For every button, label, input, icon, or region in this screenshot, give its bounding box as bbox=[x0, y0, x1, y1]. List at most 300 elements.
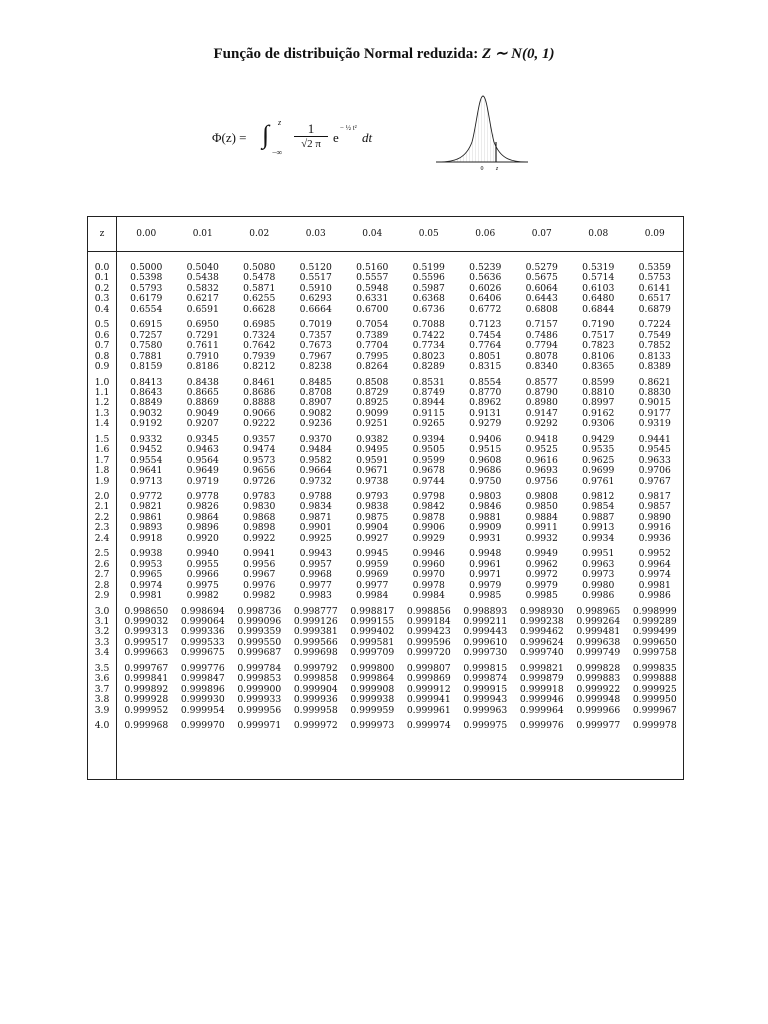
table-cell: 0.9985 bbox=[469, 590, 502, 602]
table-cell: 0.9963 bbox=[582, 558, 615, 570]
table-cell: 0.9345 bbox=[186, 433, 219, 445]
table-cell: 0.5199 bbox=[412, 262, 445, 273]
table-cell: 0.9901 bbox=[299, 522, 332, 534]
table-cell: 0.5596 bbox=[412, 272, 445, 284]
table-cell: 0.9904 bbox=[356, 522, 389, 534]
table-cell: 0.6443 bbox=[525, 293, 558, 305]
normal-curve-figure bbox=[436, 90, 528, 174]
table-cell: 0.9545 bbox=[638, 444, 671, 456]
table-cell: 0.8686 bbox=[243, 386, 276, 398]
table-cell: 0.8849 bbox=[130, 397, 163, 409]
table-cell: 0.5120 bbox=[299, 262, 332, 273]
table-cell: 0.9049 bbox=[186, 407, 219, 419]
table-cell: 0.7549 bbox=[638, 329, 671, 341]
table-cell: 0.999896 bbox=[180, 683, 225, 695]
table-cell: 0.9875 bbox=[356, 511, 389, 523]
table-cell: 0.9982 bbox=[186, 590, 219, 602]
table-cell: 0.998999 bbox=[632, 605, 677, 617]
table-cell: 0.9893 bbox=[130, 522, 163, 534]
table-cell: 0.9887 bbox=[582, 511, 615, 523]
cdf-formula bbox=[212, 118, 372, 164]
table-cell: 0.9525 bbox=[525, 444, 558, 456]
table-cell: 0.999402 bbox=[350, 626, 395, 638]
table-cell: 0.999550 bbox=[237, 636, 282, 648]
table-cell: 0.9616 bbox=[525, 454, 558, 466]
table-cell: 0.9778 bbox=[186, 491, 219, 502]
table-cell: 0.9319 bbox=[638, 418, 671, 430]
table-cell: 0.8962 bbox=[469, 397, 502, 409]
row-z-value: 2.7 bbox=[94, 569, 110, 581]
table-cell: 0.9719 bbox=[186, 475, 219, 487]
table-cell: 0.999956 bbox=[237, 704, 282, 716]
row-z-value: 0.9 bbox=[94, 361, 110, 373]
table-cell: 0.9842 bbox=[412, 501, 445, 513]
table-cell: 0.5000 bbox=[130, 262, 163, 273]
table-cell: 0.999064 bbox=[180, 615, 225, 627]
table-cell: 0.9871 bbox=[299, 511, 332, 523]
corner-label: z bbox=[99, 229, 105, 239]
table-cell: 0.6103 bbox=[582, 282, 615, 294]
table-cell: 0.8508 bbox=[356, 376, 389, 388]
table-cell: 0.9783 bbox=[243, 491, 276, 502]
table-cell: 0.9207 bbox=[186, 418, 219, 430]
table-cell: 0.999675 bbox=[180, 647, 225, 659]
table-cell: 0.7642 bbox=[243, 340, 276, 352]
table-cell: 0.9591 bbox=[356, 454, 389, 466]
table-cell: 0.999974 bbox=[406, 720, 451, 731]
table-cell: 0.7088 bbox=[412, 319, 445, 331]
formula-lhs: Φ(z) = bbox=[212, 130, 247, 145]
table-cell: 0.999610 bbox=[463, 636, 508, 648]
table-cell: 0.999869 bbox=[406, 673, 451, 685]
table-cell: 0.6141 bbox=[638, 282, 671, 294]
table-cell: 0.998694 bbox=[180, 605, 225, 617]
table-cell: 0.9463 bbox=[186, 444, 219, 456]
table-cell: 0.8051 bbox=[469, 350, 502, 362]
table-cell: 0.9967 bbox=[243, 569, 276, 581]
table-cell: 0.9985 bbox=[525, 590, 558, 602]
normal-table bbox=[87, 216, 684, 780]
table-cell: 0.7995 bbox=[356, 350, 389, 362]
table-cell: 0.999853 bbox=[237, 673, 282, 685]
table-cell: 0.9830 bbox=[243, 501, 276, 513]
table-cell: 0.998965 bbox=[576, 605, 621, 617]
table-cell: 0.8023 bbox=[412, 350, 445, 362]
table-cell: 0.9938 bbox=[130, 548, 163, 560]
table-cell: 0.7734 bbox=[412, 340, 445, 352]
table-cell: 0.9484 bbox=[299, 444, 332, 456]
table-cell: 0.999967 bbox=[632, 704, 677, 716]
table-cell: 0.9960 bbox=[412, 558, 445, 570]
table-cell: 0.7611 bbox=[186, 340, 219, 352]
row-z-value: 2.3 bbox=[94, 522, 110, 534]
table-cell: 0.5987 bbox=[412, 282, 445, 294]
table-cell: 0.999930 bbox=[180, 694, 225, 706]
table-cell: 0.9984 bbox=[412, 590, 445, 602]
row-z-value: 0.7 bbox=[94, 340, 110, 352]
table-cell: 0.999841 bbox=[124, 673, 169, 685]
table-cell: 0.999943 bbox=[463, 694, 508, 706]
table-cell: 0.999596 bbox=[406, 636, 451, 648]
table-cell: 0.999959 bbox=[350, 704, 395, 716]
table-cell: 0.999155 bbox=[350, 615, 395, 627]
table-cell: 0.7291 bbox=[186, 329, 219, 341]
table-cell: 0.7823 bbox=[582, 340, 615, 352]
table-cell: 0.9854 bbox=[582, 501, 615, 513]
table-cell: 0.8888 bbox=[243, 397, 276, 409]
table-cell: 0.9162 bbox=[582, 407, 615, 419]
table-cell: 0.9641 bbox=[130, 465, 163, 477]
table-cell: 0.999925 bbox=[632, 683, 677, 695]
row-z-value: 1.8 bbox=[94, 465, 110, 477]
table-cell: 0.9382 bbox=[356, 433, 389, 445]
table-cell: 0.9952 bbox=[638, 548, 671, 560]
table-cell: 0.9961 bbox=[469, 558, 502, 570]
table-cell: 0.9032 bbox=[130, 407, 163, 419]
table-cell: 0.5438 bbox=[186, 272, 219, 284]
table-cell: 0.999973 bbox=[350, 720, 395, 731]
table-cell: 0.9756 bbox=[525, 475, 558, 487]
table-cell: 0.9981 bbox=[130, 590, 163, 602]
table-cell: 0.9964 bbox=[638, 558, 671, 570]
table-cell: 0.999740 bbox=[519, 647, 564, 659]
table-cell: 0.9332 bbox=[130, 433, 163, 445]
formula-differential: dt bbox=[362, 130, 373, 145]
table-cell: 0.9850 bbox=[525, 501, 558, 513]
table-cell: 0.9979 bbox=[469, 579, 502, 591]
table-cell: 0.6628 bbox=[243, 303, 276, 315]
table-cell: 0.999792 bbox=[293, 662, 338, 674]
table-cell: 0.5714 bbox=[582, 272, 615, 284]
table-cell: 0.998856 bbox=[406, 605, 451, 617]
table-cell: 0.8790 bbox=[525, 386, 558, 398]
table-cell: 0.5636 bbox=[469, 272, 502, 284]
table-cell: 0.7881 bbox=[130, 350, 163, 362]
table-cell: 0.999954 bbox=[180, 704, 225, 716]
table-cell: 0.9495 bbox=[356, 444, 389, 456]
title-text: Função de distribuição Normal reduzida: bbox=[213, 46, 479, 62]
table-cell: 0.9418 bbox=[525, 433, 558, 445]
table-cell: 0.999211 bbox=[463, 615, 508, 627]
table-cell: 0.8621 bbox=[638, 376, 671, 388]
row-z-value: 1.4 bbox=[94, 418, 110, 430]
table-cell: 0.7422 bbox=[412, 329, 445, 341]
table-cell: 0.999264 bbox=[576, 615, 621, 627]
table-cell: 0.9977 bbox=[299, 579, 332, 591]
table-cell: 0.9986 bbox=[582, 590, 615, 602]
table-cell: 0.9656 bbox=[243, 465, 276, 477]
table-cell: 0.999663 bbox=[124, 647, 169, 659]
table-cell: 0.999972 bbox=[293, 720, 338, 731]
table-cell: 0.999443 bbox=[463, 626, 508, 638]
table-cell: 0.5557 bbox=[356, 272, 389, 284]
table-cell: 0.9955 bbox=[186, 558, 219, 570]
table-cell: 0.998736 bbox=[237, 605, 282, 617]
table-cell: 0.9916 bbox=[638, 522, 671, 534]
table-cell: 0.9633 bbox=[638, 454, 671, 466]
table-cell: 0.9957 bbox=[299, 558, 332, 570]
table-cell: 0.999776 bbox=[180, 662, 225, 674]
table-cell: 0.999922 bbox=[576, 683, 621, 695]
table-cell: 0.9857 bbox=[638, 501, 671, 513]
table-cell: 0.9925 bbox=[299, 532, 332, 544]
table-cell: 0.9686 bbox=[469, 465, 502, 477]
table-cell: 0.9726 bbox=[243, 475, 276, 487]
table-cell: 0.9980 bbox=[582, 579, 615, 591]
table-cell: 0.999950 bbox=[632, 694, 677, 706]
table-cell: 0.8340 bbox=[525, 361, 558, 373]
table-cell: 0.9772 bbox=[130, 491, 163, 502]
table-cell: 0.9861 bbox=[130, 511, 163, 523]
table-cell: 0.6255 bbox=[243, 293, 276, 305]
table-cell: 0.5948 bbox=[356, 282, 389, 294]
table-cell: 0.999892 bbox=[124, 683, 169, 695]
row-z-value: 4.0 bbox=[94, 720, 110, 731]
table-cell: 0.6179 bbox=[130, 293, 163, 305]
table-cell: 0.9909 bbox=[469, 522, 502, 534]
table-cell: 0.999767 bbox=[124, 662, 169, 674]
table-cell: 0.5040 bbox=[186, 262, 219, 273]
table-cell: 0.999936 bbox=[293, 694, 338, 706]
table-cell: 0.999533 bbox=[180, 636, 225, 648]
table-cell: 0.5517 bbox=[299, 272, 332, 284]
fraction-denominator: √2 π bbox=[301, 138, 321, 150]
table-cell: 0.8159 bbox=[130, 361, 163, 373]
table-cell: 0.7704 bbox=[356, 340, 389, 352]
table-cell: 0.999807 bbox=[406, 662, 451, 674]
row-z-value: 2.8 bbox=[94, 579, 110, 591]
table-cell: 0.9573 bbox=[243, 454, 276, 466]
table-cell: 0.9066 bbox=[243, 407, 276, 419]
table-cell: 0.9971 bbox=[469, 569, 502, 581]
table-cell: 0.6736 bbox=[412, 303, 445, 315]
table-cell: 0.8238 bbox=[299, 361, 332, 373]
table-cell: 0.9515 bbox=[469, 444, 502, 456]
table-cell: 0.7454 bbox=[469, 329, 502, 341]
column-header: 0.00 bbox=[136, 229, 157, 239]
table-cell: 0.9564 bbox=[186, 454, 219, 466]
table-cell: 0.6064 bbox=[525, 282, 558, 294]
table-cell: 0.999517 bbox=[124, 636, 169, 648]
table-cell: 0.999423 bbox=[406, 626, 451, 638]
table-cell: 0.999879 bbox=[519, 673, 564, 685]
table-cell: 0.9222 bbox=[243, 418, 276, 430]
formula-exponent: − ½ t² bbox=[340, 124, 357, 132]
table-cell: 0.9015 bbox=[638, 397, 671, 409]
table-cell: 0.8133 bbox=[638, 350, 671, 362]
table-cell: 0.8997 bbox=[582, 397, 615, 409]
table-cell: 0.5239 bbox=[469, 262, 502, 273]
table-cell: 0.999126 bbox=[293, 615, 338, 627]
table-cell: 0.6293 bbox=[299, 293, 332, 305]
table-cell: 0.999499 bbox=[632, 626, 677, 638]
table-cell: 0.999481 bbox=[576, 626, 621, 638]
row-z-value: 0.8 bbox=[94, 350, 110, 362]
column-header: 0.04 bbox=[362, 229, 383, 239]
table-cell: 0.9984 bbox=[356, 590, 389, 602]
table-cell: 0.9474 bbox=[243, 444, 276, 456]
table-cell: 0.8078 bbox=[525, 350, 558, 362]
table-cell: 0.8810 bbox=[582, 386, 615, 398]
table-cell: 0.9978 bbox=[412, 579, 445, 591]
row-z-value: 1.7 bbox=[94, 454, 110, 466]
table-cell: 0.9920 bbox=[186, 532, 219, 544]
row-z-value: 3.3 bbox=[94, 636, 110, 648]
table-cell: 0.998817 bbox=[350, 605, 395, 617]
row-z-value: 3.5 bbox=[94, 662, 110, 674]
table-cell: 0.9941 bbox=[243, 548, 276, 560]
table-cell: 0.999650 bbox=[632, 636, 677, 648]
table-cell: 0.8289 bbox=[412, 361, 445, 373]
table-cell: 0.9750 bbox=[469, 475, 502, 487]
table-cell: 0.9406 bbox=[469, 433, 502, 445]
table-cell: 0.7257 bbox=[130, 329, 163, 341]
column-header: 0.07 bbox=[531, 229, 552, 239]
table-cell: 0.9279 bbox=[469, 418, 502, 430]
formula-exponential: e bbox=[333, 130, 339, 145]
table-cell: 0.6844 bbox=[582, 303, 615, 315]
row-z-value: 0.6 bbox=[94, 329, 110, 341]
table-cell: 0.9664 bbox=[299, 465, 332, 477]
table-cell: 0.9678 bbox=[412, 465, 445, 477]
table-cell: 0.999184 bbox=[406, 615, 451, 627]
column-header: 0.08 bbox=[588, 229, 609, 239]
title-distribution: Z ∼ N(0, 1) bbox=[481, 46, 555, 62]
table-cell: 0.8869 bbox=[186, 397, 219, 409]
table-cell: 0.8264 bbox=[356, 361, 389, 373]
column-header: 0.06 bbox=[475, 229, 496, 239]
table-cell: 0.999864 bbox=[350, 673, 395, 685]
table-cell: 0.9177 bbox=[638, 407, 671, 419]
table-cell: 0.9713 bbox=[130, 475, 163, 487]
table-cell: 0.5871 bbox=[243, 282, 276, 294]
row-z-value: 3.8 bbox=[94, 694, 110, 706]
table-cell: 0.999359 bbox=[237, 626, 282, 638]
table-cell: 0.999946 bbox=[519, 694, 564, 706]
table-cell: 0.9986 bbox=[638, 590, 671, 602]
table-cell: 0.7517 bbox=[582, 329, 615, 341]
table-cell: 0.9931 bbox=[469, 532, 502, 544]
integral-lower-limit: −∞ bbox=[272, 148, 283, 157]
table-cell: 0.999966 bbox=[576, 704, 621, 716]
table-cell: 0.999638 bbox=[576, 636, 621, 648]
table-cell: 0.999709 bbox=[350, 647, 395, 659]
table-cell: 0.6368 bbox=[412, 293, 445, 305]
table-cell: 0.5359 bbox=[638, 262, 671, 273]
table-cell: 0.7190 bbox=[582, 319, 615, 331]
table-cell: 0.9599 bbox=[412, 454, 445, 466]
row-z-value: 0.4 bbox=[94, 303, 110, 315]
table-cell: 0.9357 bbox=[243, 433, 276, 445]
column-header: 0.05 bbox=[418, 229, 439, 239]
table-cell: 0.7157 bbox=[525, 319, 558, 331]
table-cell: 0.999698 bbox=[293, 647, 338, 659]
header-divider bbox=[88, 251, 683, 252]
row-z-value: 0.0 bbox=[94, 262, 110, 273]
table-cell: 0.9913 bbox=[582, 522, 615, 534]
table-cell: 0.5319 bbox=[582, 262, 615, 273]
table-cell: 0.8830 bbox=[638, 386, 671, 398]
table-cell: 0.9625 bbox=[582, 454, 615, 466]
table-cell: 0.998777 bbox=[293, 605, 338, 617]
table-cell: 0.6591 bbox=[186, 303, 219, 315]
table-cell: 0.7580 bbox=[130, 340, 163, 352]
table-cell: 0.9974 bbox=[638, 569, 671, 581]
table-cell: 0.7123 bbox=[469, 319, 502, 331]
table-cell: 0.9834 bbox=[299, 501, 332, 513]
row-z-value: 1.5 bbox=[94, 433, 110, 445]
row-z-value: 3.0 bbox=[94, 605, 110, 617]
table-cell: 0.9966 bbox=[186, 569, 219, 581]
table-cell: 0.9951 bbox=[582, 548, 615, 560]
table-cell: 0.9975 bbox=[186, 579, 219, 591]
table-cell: 0.9948 bbox=[469, 548, 502, 560]
table-cell: 0.9945 bbox=[356, 548, 389, 560]
table-cell: 0.6664 bbox=[299, 303, 332, 315]
table-cell: 0.9808 bbox=[525, 491, 558, 502]
table-cell: 0.999900 bbox=[237, 683, 282, 695]
row-z-value: 2.9 bbox=[94, 590, 110, 602]
table-cell: 0.7486 bbox=[525, 329, 558, 341]
row-z-value: 1.6 bbox=[94, 444, 110, 456]
table-cell: 0.9767 bbox=[638, 475, 671, 487]
table-cell: 0.8907 bbox=[299, 397, 332, 409]
table-cell: 0.9251 bbox=[356, 418, 389, 430]
table-cell: 0.9959 bbox=[356, 558, 389, 570]
table-cell: 0.8413 bbox=[130, 376, 163, 388]
table-cell: 0.9949 bbox=[525, 548, 558, 560]
table-cell: 0.5398 bbox=[130, 272, 163, 284]
table-cell: 0.5080 bbox=[243, 262, 276, 273]
table-cell: 0.999977 bbox=[576, 720, 621, 731]
table-cell: 0.9962 bbox=[525, 558, 558, 570]
table-cell: 0.9864 bbox=[186, 511, 219, 523]
table-cell: 0.999915 bbox=[463, 683, 508, 695]
table-cell: 0.6517 bbox=[638, 293, 671, 305]
table-cell: 0.8980 bbox=[525, 397, 558, 409]
table-cell: 0.8577 bbox=[525, 376, 558, 388]
table-cell: 0.7224 bbox=[638, 319, 671, 331]
table-cell: 0.9236 bbox=[299, 418, 332, 430]
table-cell: 0.999313 bbox=[124, 626, 169, 638]
row-z-value: 2.0 bbox=[94, 491, 110, 502]
table-cell: 0.9535 bbox=[582, 444, 615, 456]
table-cell: 0.9974 bbox=[130, 579, 163, 591]
table-cell: 0.9940 bbox=[186, 548, 219, 560]
row-z-value: 1.2 bbox=[94, 397, 110, 409]
table-cell: 0.9803 bbox=[469, 491, 502, 502]
row-z-value: 1.0 bbox=[94, 376, 110, 388]
table-cell: 0.8944 bbox=[412, 397, 445, 409]
row-z-value: 3.2 bbox=[94, 626, 110, 638]
row-z-value: 3.9 bbox=[94, 704, 110, 716]
table-cell: 0.999970 bbox=[180, 720, 225, 731]
integral-sign: ∫ bbox=[262, 120, 270, 149]
table-cell: 0.998893 bbox=[463, 605, 508, 617]
table-cell: 0.8461 bbox=[243, 376, 276, 388]
table-cell: 0.999978 bbox=[632, 720, 677, 731]
label-z: z bbox=[495, 166, 499, 172]
table-cell: 0.9706 bbox=[638, 465, 671, 477]
table-cell: 0.6879 bbox=[638, 303, 671, 315]
table-cell: 0.9608 bbox=[469, 454, 502, 466]
table-cell: 0.9394 bbox=[412, 433, 445, 445]
table-cell: 0.9082 bbox=[299, 407, 332, 419]
label-zero: 0 bbox=[480, 166, 484, 172]
table-cell: 0.999888 bbox=[632, 673, 677, 685]
table-cell: 0.999381 bbox=[293, 626, 338, 638]
page-title bbox=[0, 44, 768, 63]
